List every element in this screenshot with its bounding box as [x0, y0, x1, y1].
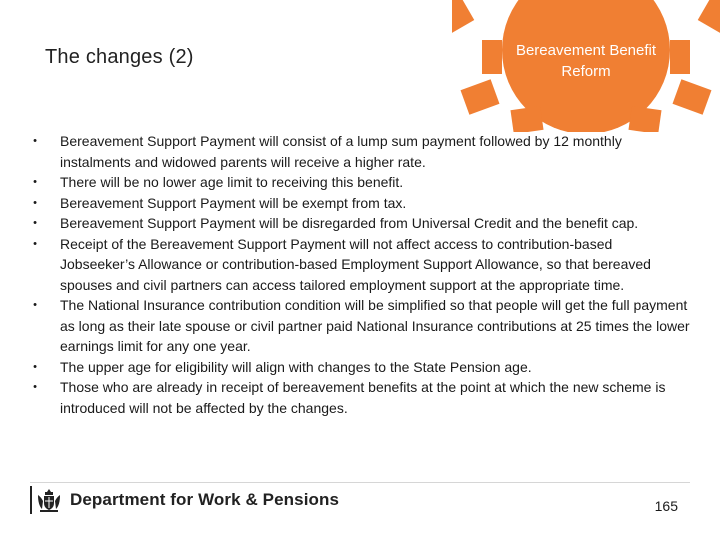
badge-line-2: Reform	[561, 63, 611, 80]
badge-line-1: Bereavement Benefit	[515, 42, 657, 59]
bullet-text: There will be no lower age limit to receiving this benefit.	[60, 174, 404, 190]
dwp-logo	[30, 485, 339, 515]
footer-divider	[30, 482, 690, 483]
bullet-text: Those who are already in receipt of bereavement benefits at the point at which the new scheme is introduced will not be affected by the changes.	[60, 379, 666, 416]
royal-crest-icon	[36, 487, 62, 513]
bullet-icon: •	[33, 196, 37, 209]
page-number: 165	[654, 498, 678, 514]
bullet-text: Bereavement Support Payment will be disregarded from Universal Credit and the benefit cap.	[60, 215, 639, 231]
list-item	[30, 357, 690, 378]
list-item	[30, 213, 690, 234]
bullet-text: Bereavement Support Payment will consist of a lump sum payment followed by 12 monthly instalments and widowed parents will receive a higher rate.	[60, 133, 622, 170]
bullet-icon: •	[33, 299, 37, 311]
bullet-icon: •	[33, 176, 37, 188]
bullet-icon: •	[33, 360, 37, 373]
topic-badge	[452, 0, 720, 132]
bullet-text: The upper age for eligibility will align with changes to the State Pension age.	[60, 358, 532, 375]
bullet-icon: •	[33, 237, 37, 250]
bullet-list	[30, 131, 690, 418]
bullet-text: Receipt of the Bereavement Support Payment will not affect access to contribution-based Jobseeker’s Allowance or contribution-based Employment Support Allowance, so that bereaved spouses and civil partners can access tailored employment support at the appropriate time.	[60, 235, 651, 293]
list-item	[30, 295, 690, 357]
bullet-icon: •	[33, 381, 37, 393]
list-item	[30, 234, 690, 296]
list-item	[30, 193, 690, 214]
bullet-text: The National Insurance contribution condition will be simplified so that people will get the full payment as long as their late spouse or civil partner paid National Insurance contributions at 25 times the lower earnings limit for any one year.	[60, 297, 690, 354]
list-item	[30, 131, 690, 172]
slide-title: The changes (2)	[45, 46, 194, 68]
logo-bar	[30, 486, 32, 514]
bullet-icon: •	[33, 217, 37, 229]
bullet-text: Bereavement Support Payment will be exempt from tax.	[60, 194, 407, 211]
list-item	[30, 377, 690, 418]
list-item	[30, 172, 690, 193]
organisation-name: Department for Work & Pensions	[70, 490, 340, 509]
bullet-icon: •	[33, 135, 37, 147]
